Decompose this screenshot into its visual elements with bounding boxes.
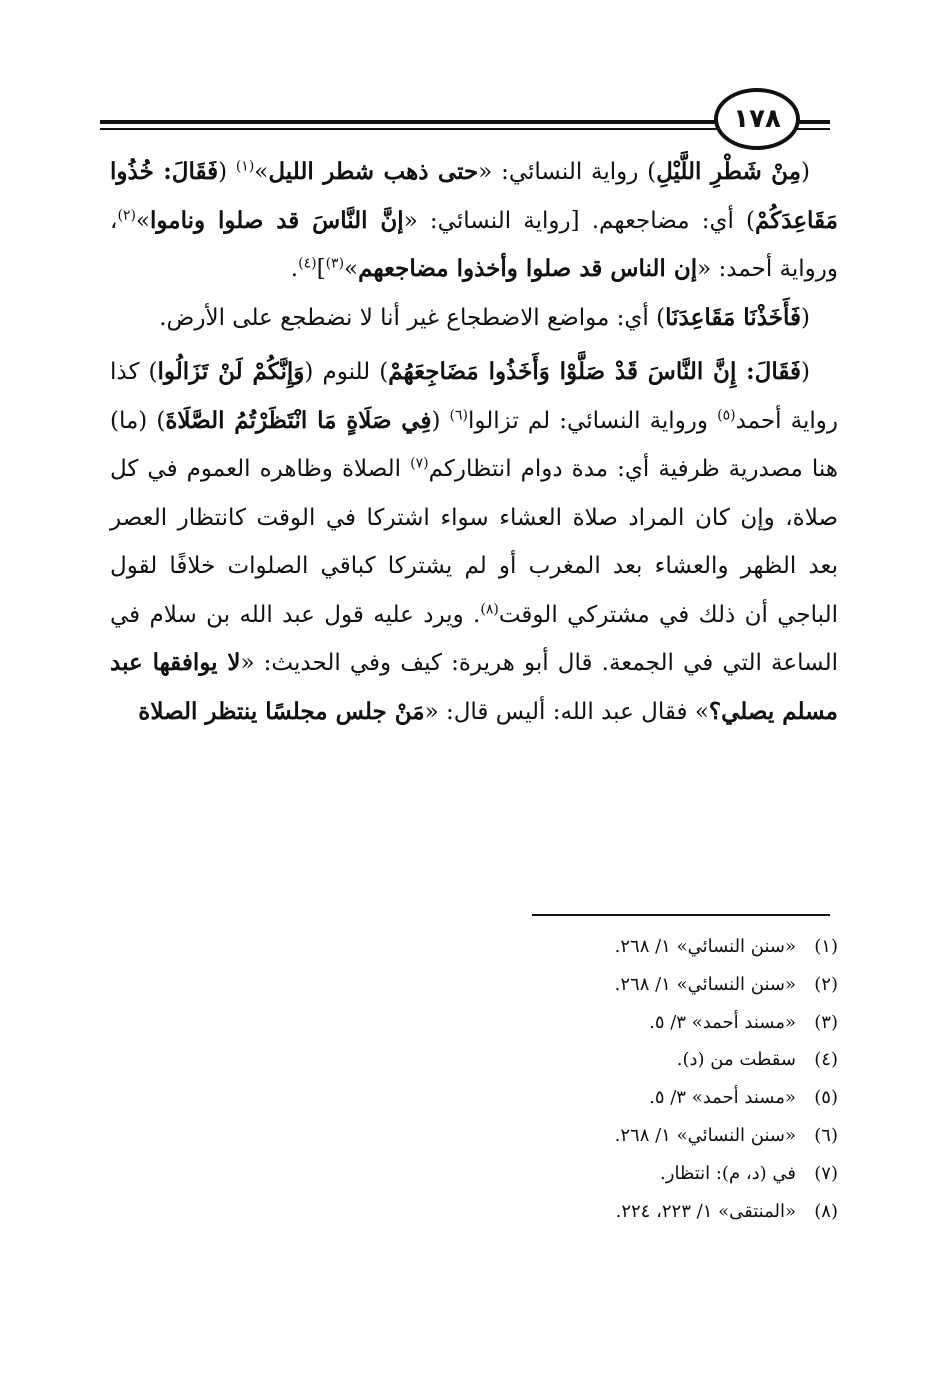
commentary-text: ، ورواية أحمد: «	[110, 207, 838, 282]
footnote-number: (٣)	[814, 1011, 838, 1033]
hadith-text: فَأَخَذْنَا مَقَاعِدَنَا	[665, 303, 802, 331]
footnote-number: (٥)	[814, 1087, 838, 1109]
hadith-text: لا يوافقها عبد مسلم يصلي؟	[110, 649, 838, 725]
footnote-separator	[532, 914, 830, 916]
footnote-text: «سنن النسائي» ١/ ٢٦٨.	[614, 1124, 796, 1146]
commentary-text: ورواية النسائي: لم تزالوا	[468, 407, 718, 434]
footnote-number: (٤)	[814, 1049, 838, 1071]
commentary-text: ) أي: مضاجعهم. [رواية النسائي: «	[403, 207, 755, 234]
hadith-text: فَقَالَ: خُذُوا مَقَاعِدَكُمْ	[110, 158, 838, 234]
commentary-text: الصلاة وظاهره العموم في كل صلاة، وإن كان المراد صلاة العشاء سواء اشتركا في الوقت كانتظار العصر بعد الظهر والعشاء بعد المغرب أو لم يشتركا كباقي الصلوات خلافًا لقول الباجي أن ذلك في مشتركي الوقت	[110, 456, 838, 628]
commentary-text: (	[431, 407, 450, 434]
commentary-text: ) كذا رواية أحمد	[110, 359, 839, 434]
footnote-ref: (٣)	[325, 255, 345, 272]
footnote-text: «مسند أحمد» ٣/ ٥.	[649, 1087, 796, 1109]
footnote-text: «مسند أحمد» ٣/ ٥.	[649, 1011, 796, 1033]
commentary-text: ) رواية النسائي: «	[478, 159, 657, 185]
footnote	[110, 966, 838, 1004]
footnote-text: «سنن النسائي» ١/ ٢٦٨.	[614, 936, 796, 957]
page-number: ١٧٨	[733, 104, 781, 134]
body-paragraph	[110, 148, 838, 294]
footnote	[110, 1155, 838, 1193]
commentary-text: (	[801, 359, 810, 385]
footnote-ref: (٤)	[298, 255, 317, 272]
footnote-number: (١)	[814, 936, 838, 957]
footnote-number: (٢)	[814, 973, 838, 995]
footnote	[110, 1117, 838, 1155]
commentary-text: ) أي: مواضع الاضطجاع غير أنا لا نضطجع على الأرض.	[159, 304, 666, 331]
footnote-ref: (٦)	[449, 406, 469, 423]
footnote	[110, 1079, 838, 1117]
hadith-text: إنَّ النَّاسَ قد صلوا وناموا	[149, 206, 404, 234]
body-paragraph	[110, 294, 838, 343]
footnote	[110, 1193, 838, 1231]
body-paragraph	[110, 348, 838, 736]
commentary-text: ) (ما) هنا مصدرية ظرفية أي: مدة دوام انتظاركم	[110, 407, 838, 482]
hadith-text: وَإِنَّكُمْ لَنْ تَزَالُوا	[157, 358, 305, 385]
footnote	[110, 1004, 838, 1042]
commentary-text: (	[801, 304, 810, 331]
footnote-text: سقطت من (د).	[676, 1049, 796, 1071]
hadith-text: حتى ذهب شطر الليل	[268, 158, 479, 185]
hadith-text: فِي صَلَاةٍ مَا انْتَظَرْتُمُ الصَّلَاةَ	[165, 406, 432, 434]
footnote-number: (٦)	[814, 1124, 838, 1146]
commentary-text: .	[290, 256, 299, 282]
footnote-number: (٧)	[814, 1162, 838, 1184]
hadith-text: إن الناس قد صلوا وأخذوا مضاجعهم	[358, 255, 698, 282]
page-number-badge	[714, 88, 800, 150]
footnote-ref: (١)	[235, 158, 255, 175]
commentary-text: »	[344, 256, 359, 282]
hadith-text: فَقَالَ: إِنَّ النَّاسَ قَدْ صَلَّوْا وَأَخَذُوا مَضَاجِعَهُمْ	[388, 358, 801, 385]
footnote	[110, 928, 838, 966]
commentary-text: ]	[316, 256, 326, 282]
commentary-text: (	[801, 159, 810, 185]
commentary-text: . ويرد عليه قول عبد الله بن سلام في الساعة التي في الجمعة. قال أبو هريرة: كيف وفي الحديث: «	[110, 601, 839, 676]
footnote-text: في (د، م): انتظار.	[660, 1162, 796, 1184]
footnote-number: (٨)	[814, 1200, 838, 1222]
commentary-text: (	[218, 159, 236, 185]
hadith-text: مَنْ جلس مجلسًا ينتظر الصلاة	[138, 697, 425, 725]
footnote-text: «سنن النسائي» ١/ ٢٦٨.	[614, 973, 796, 995]
footnote-ref: (٧)	[410, 455, 429, 472]
footnote	[110, 1041, 838, 1079]
commentary-text: »	[254, 159, 269, 185]
footnotes-list	[110, 928, 838, 1230]
commentary-text: » فقال عبد الله: أليس قال: «	[424, 698, 709, 725]
footnote-ref: (٢)	[117, 206, 136, 223]
footnote-ref: (٨)	[480, 600, 499, 617]
footnote-ref: (٥)	[717, 406, 736, 423]
footnote-text: «المنتقى» ١/ ٢٢٣، ٢٢٤.	[615, 1200, 796, 1222]
hadith-text: مِنْ شَطْرِ اللَّيْلِ	[656, 158, 802, 185]
commentary-text: »	[135, 207, 150, 234]
commentary-text: ) للنوم (	[304, 359, 389, 385]
main-text	[110, 148, 838, 736]
